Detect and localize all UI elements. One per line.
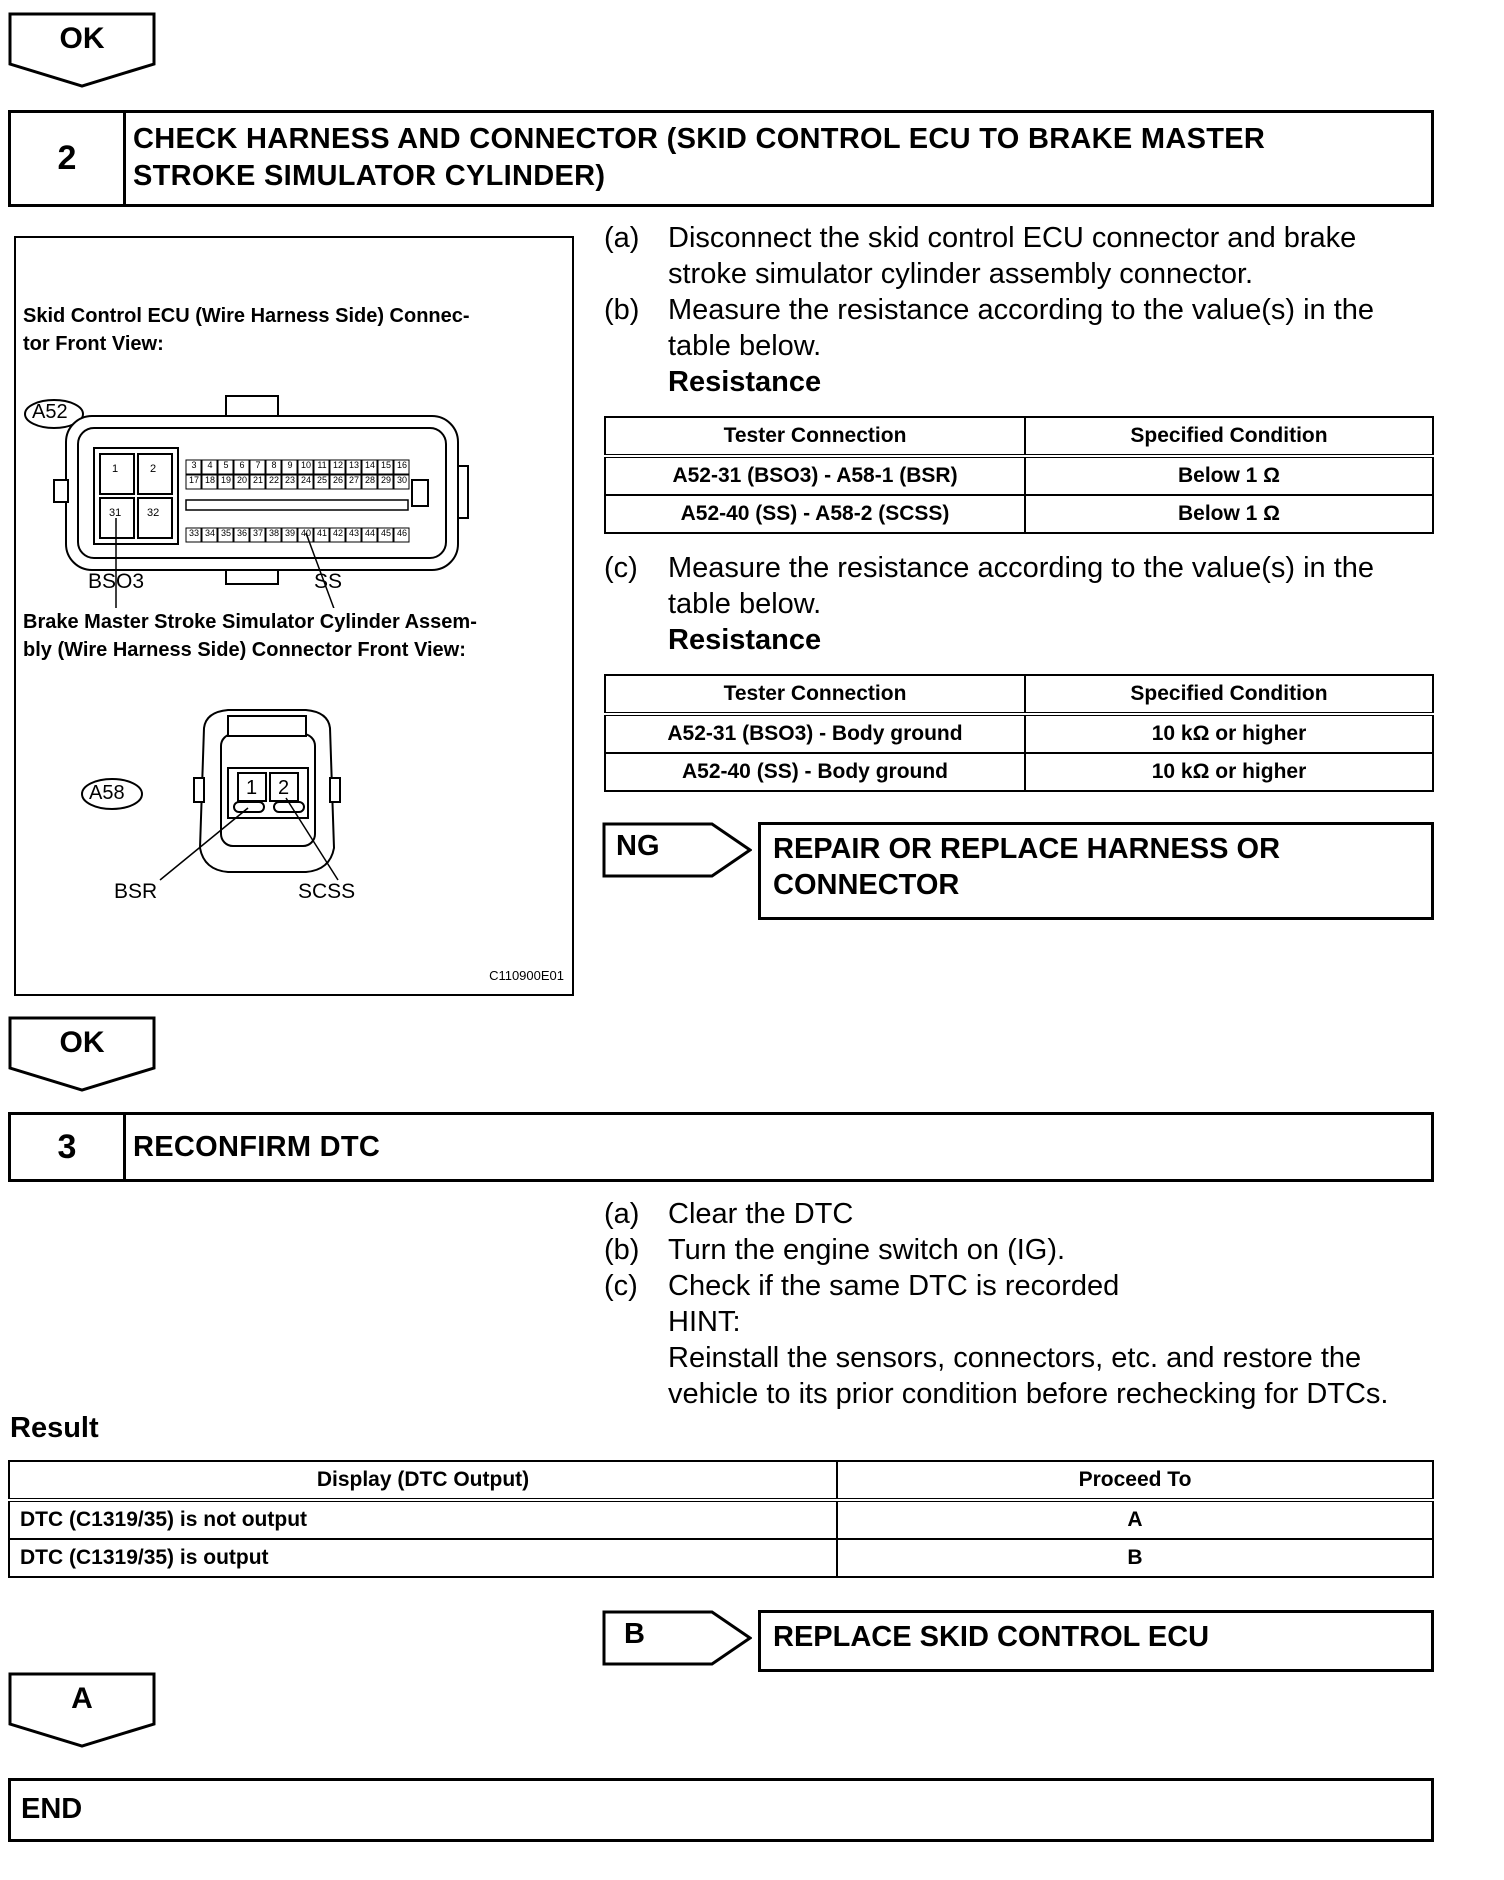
b-action-box bbox=[758, 1610, 1434, 1672]
resistance-title-2: Resistance bbox=[668, 624, 822, 656]
ok-arrow-top[interactable] bbox=[8, 12, 156, 88]
instruction-c-label: (c) bbox=[604, 552, 638, 584]
end-label: END bbox=[21, 1793, 83, 1825]
connector-id-a58: A58 bbox=[89, 782, 125, 804]
table-header: Proceed To bbox=[837, 1461, 1433, 1500]
instruction-b-text: Turn the engine switch on (IG). bbox=[668, 1234, 1066, 1266]
table-row bbox=[605, 495, 1433, 533]
instruction-a bbox=[604, 1196, 1434, 1232]
pin-label: 4 bbox=[207, 460, 213, 470]
pin-label: 33 bbox=[188, 528, 199, 538]
pin-label-32: 32 bbox=[147, 507, 160, 519]
instruction-b-label: (b) bbox=[604, 294, 640, 326]
instruction-c-text: Check if the same DTC is recorded bbox=[668, 1270, 1120, 1302]
resistance-title-1: Resistance bbox=[668, 366, 822, 398]
pin-label: 18 bbox=[204, 475, 215, 485]
pin-label: 14 bbox=[364, 460, 375, 470]
table-cell: Below 1 Ω bbox=[1025, 456, 1433, 495]
pin-label: 28 bbox=[364, 475, 375, 485]
pin-label: 44 bbox=[364, 528, 375, 538]
step-title-line1: CHECK HARNESS AND CONNECTOR (SKID CONTROL ECU TO BRAKE MASTER bbox=[133, 123, 1266, 155]
a-label: A bbox=[71, 1682, 93, 1715]
connector-figure bbox=[14, 236, 574, 996]
pin-label: 10 bbox=[300, 460, 311, 470]
step-number: 2 bbox=[11, 113, 126, 204]
pin-label: 23 bbox=[284, 475, 295, 485]
instruction-b bbox=[604, 292, 1434, 364]
step-3-header bbox=[8, 1112, 1434, 1182]
pin-label: 20 bbox=[236, 475, 247, 485]
instruction-c bbox=[604, 550, 1434, 622]
step-title-line2: STROKE SIMULATOR CYLINDER) bbox=[133, 160, 606, 192]
wire-label-bso3: BSO3 bbox=[88, 570, 145, 593]
pin-label: 35 bbox=[220, 528, 231, 538]
b-branch-arrow[interactable] bbox=[602, 1610, 752, 1666]
connector-id-a52: A52 bbox=[32, 401, 68, 423]
b-label: B bbox=[624, 1618, 645, 1650]
hint-label: HINT: bbox=[668, 1306, 741, 1338]
pin-label: 21 bbox=[252, 475, 263, 485]
figure-caption-ecu-line2: tor Front View: bbox=[23, 333, 164, 355]
figure-caption-ecu-line1: Skid Control ECU (Wire Harness Side) Connec- bbox=[23, 305, 470, 327]
pin-label: 45 bbox=[380, 528, 391, 538]
pin-label: 41 bbox=[316, 528, 327, 538]
ok-label: OK bbox=[59, 1026, 105, 1059]
table-cell: Below 1 Ω bbox=[1025, 495, 1433, 533]
result-title: Result bbox=[10, 1412, 99, 1444]
table-cell: DTC (C1319/35) is not output bbox=[9, 1500, 837, 1539]
instruction-a-line1: Disconnect the skid control ECU connector and brake bbox=[668, 222, 1357, 254]
pin-label: 29 bbox=[380, 475, 391, 485]
ng-action-box bbox=[758, 822, 1434, 920]
pin-label: 42 bbox=[332, 528, 343, 538]
pin-label-2: 2 bbox=[150, 463, 157, 475]
table-cell: A52-31 (BSO3) - A58-1 (BSR) bbox=[605, 456, 1025, 495]
table-row bbox=[605, 714, 1433, 753]
instruction-c-label: (c) bbox=[604, 1270, 638, 1302]
pin-label: 13 bbox=[348, 460, 359, 470]
ng-label: NG bbox=[616, 830, 660, 862]
pin-label: 17 bbox=[188, 475, 199, 485]
table-header: Tester Connection bbox=[605, 675, 1025, 714]
ng-action-line2: CONNECTOR bbox=[773, 869, 960, 901]
pin-label: 38 bbox=[268, 528, 279, 538]
table-row bbox=[605, 456, 1433, 495]
pin-label: 46 bbox=[396, 528, 407, 538]
instruction-b-line2: table below. bbox=[668, 330, 822, 362]
pin-label: 12 bbox=[332, 460, 343, 470]
table-row bbox=[605, 753, 1433, 791]
pin-label-1: 1 bbox=[246, 777, 258, 799]
table-header: Display (DTC Output) bbox=[9, 1461, 837, 1500]
instruction-a bbox=[604, 220, 1434, 292]
instruction-a-label: (a) bbox=[604, 222, 640, 254]
pin-label: 39 bbox=[284, 528, 295, 538]
pin-label: 8 bbox=[271, 460, 277, 470]
step-2-header bbox=[8, 110, 1434, 207]
pin-label: 15 bbox=[380, 460, 391, 470]
pin-label: 36 bbox=[236, 528, 247, 538]
instruction-a-line2: stroke simulator cylinder assembly connector. bbox=[668, 258, 1254, 290]
result-table bbox=[8, 1460, 1434, 1578]
table-cell: A52-40 (SS) - Body ground bbox=[605, 753, 1025, 791]
hint-line1: Reinstall the sensors, connectors, etc. and restore the bbox=[668, 1342, 1362, 1374]
pin-label: 11 bbox=[317, 460, 327, 470]
pin-label: 9 bbox=[287, 460, 293, 470]
pin-label-31: 31 bbox=[109, 507, 122, 519]
pin-label: 25 bbox=[316, 475, 327, 485]
ok-arrow-step2[interactable] bbox=[8, 1016, 156, 1092]
step-number: 3 bbox=[11, 1115, 126, 1179]
table-header: Specified Condition bbox=[1025, 417, 1433, 456]
pin-label: 22 bbox=[268, 475, 279, 485]
table-cell: A52-40 (SS) - A58-2 (SCSS) bbox=[605, 495, 1025, 533]
pin-label: 7 bbox=[255, 460, 261, 470]
table-cell: B bbox=[837, 1539, 1433, 1577]
instruction-b-line1: Measure the resistance according to the value(s) in the bbox=[668, 294, 1375, 326]
wire-label-bsr: BSR bbox=[114, 880, 158, 903]
pin-label: 6 bbox=[239, 460, 245, 470]
instruction-a-text: Clear the DTC bbox=[668, 1198, 854, 1230]
table-header: Specified Condition bbox=[1025, 675, 1433, 714]
step-title: RECONFIRM DTC bbox=[133, 1131, 381, 1163]
pin-label: 19 bbox=[220, 475, 231, 485]
a-branch-arrow[interactable] bbox=[8, 1672, 156, 1748]
pin-label: 34 bbox=[204, 528, 215, 538]
instruction-c-line1: Measure the resistance according to the value(s) in the bbox=[668, 552, 1375, 584]
ok-label: OK bbox=[59, 22, 105, 55]
end-box bbox=[8, 1778, 1434, 1842]
instruction-b-label: (b) bbox=[604, 1234, 640, 1266]
figure-caption-cylinder-line1: Brake Master Stroke Simulator Cylinder Assem- bbox=[23, 611, 477, 633]
resistance-table-1 bbox=[604, 416, 1434, 534]
pin-label: 43 bbox=[348, 528, 359, 538]
ng-action-line1: REPAIR OR REPLACE HARNESS OR bbox=[773, 833, 1281, 865]
wire-label-ss: SS bbox=[314, 570, 343, 593]
instruction-c bbox=[604, 1268, 1434, 1412]
wire-label-scss: SCSS bbox=[298, 880, 356, 903]
table-row bbox=[9, 1539, 1433, 1577]
pin-label: 27 bbox=[348, 475, 359, 485]
pin-label-1: 1 bbox=[112, 463, 119, 475]
pin-label: 26 bbox=[332, 475, 343, 485]
pin-label: 3 bbox=[191, 460, 197, 470]
figure-caption-cylinder-line2: bly (Wire Harness Side) Connector Front View: bbox=[23, 639, 466, 661]
instruction-c-line2: table below. bbox=[668, 588, 822, 620]
pin-label: 24 bbox=[300, 475, 311, 485]
pin-label: 37 bbox=[252, 528, 263, 538]
pin-label: 5 bbox=[223, 460, 229, 470]
table-cell: 10 kΩ or higher bbox=[1025, 714, 1433, 753]
pin-label: 40 bbox=[300, 528, 311, 538]
figure-code: C110900E01 bbox=[489, 968, 564, 983]
resistance-table-2 bbox=[604, 674, 1434, 792]
table-cell: 10 kΩ or higher bbox=[1025, 753, 1433, 791]
b-action-text: REPLACE SKID CONTROL ECU bbox=[773, 1621, 1210, 1653]
instruction-b bbox=[604, 1232, 1434, 1268]
table-cell: DTC (C1319/35) is output bbox=[9, 1539, 837, 1577]
hint-line2: vehicle to its prior condition before rechecking for DTCs. bbox=[668, 1378, 1389, 1410]
pin-label: 16 bbox=[396, 460, 407, 470]
table-header: Tester Connection bbox=[605, 417, 1025, 456]
ng-branch-arrow[interactable] bbox=[602, 822, 752, 878]
table-row bbox=[9, 1500, 1433, 1539]
pin-label-2: 2 bbox=[278, 777, 290, 799]
pin-label: 30 bbox=[396, 475, 407, 485]
instruction-a-label: (a) bbox=[604, 1198, 640, 1230]
table-cell: A bbox=[837, 1500, 1433, 1539]
table-cell: A52-31 (BSO3) - Body ground bbox=[605, 714, 1025, 753]
